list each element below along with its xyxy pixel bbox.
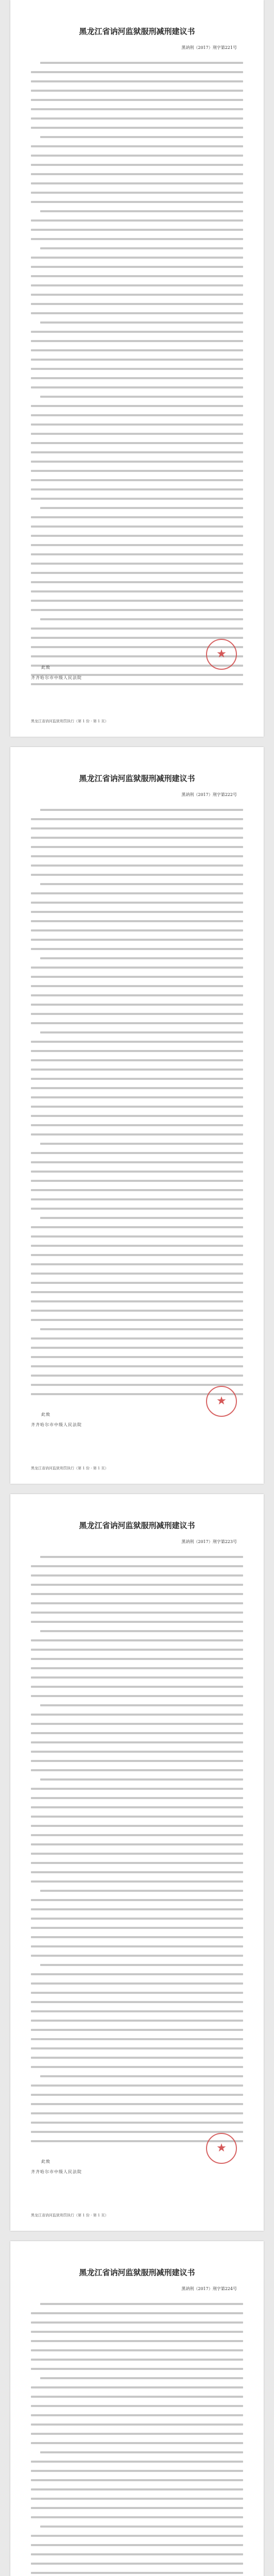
official-seal-icon: ★: [206, 639, 237, 670]
document-reference-number: 黑讷刑（2017）刑字第221号: [181, 45, 237, 50]
document-page-2: [10, 747, 264, 1484]
document-reference-number: 黑讷刑（2017）刑字第224号: [181, 2286, 237, 2291]
page-title: 黑龙江省讷河监狱服刑减刑建议书: [79, 1521, 195, 1530]
page-footer: 黑龙江省讷河监狱刑罚执行（第 1 份 · 第 1 页）: [31, 1466, 109, 1470]
page-title: 黑龙江省讷河监狱服刑减刑建议书: [79, 2268, 195, 2277]
closing-salutation: 此致: [41, 665, 50, 670]
body-text-block: [31, 809, 243, 1402]
body-text-block: [31, 62, 243, 692]
closing-salutation: 此致: [41, 1412, 50, 1417]
body-text-block: [31, 1556, 243, 2149]
recipient-court: 齐齐哈尔市中级人民法院: [31, 675, 82, 680]
document-reference-number: 黑讷刑（2017）刑字第222号: [181, 792, 237, 797]
document-reference-number: 黑讷刑（2017）刑字第223号: [181, 1539, 237, 1544]
page-title: 黑龙江省讷河监狱服刑减刑建议书: [79, 774, 195, 783]
official-seal-icon: ★: [206, 2133, 237, 2164]
official-seal-icon: ★: [206, 1386, 237, 1417]
body-text-block: [31, 2303, 243, 2576]
page-title: 黑龙江省讷河监狱服刑减刑建议书: [79, 27, 195, 36]
document-page-4: [10, 2241, 264, 2576]
page-footer: 黑龙江省讷河监狱刑罚执行（第 1 份 · 第 1 页）: [31, 2213, 109, 2217]
recipient-court: 齐齐哈尔市中级人民法院: [31, 1422, 82, 1427]
document-page-1: [10, 0, 264, 737]
document-page-3: [10, 1494, 264, 2231]
closing-salutation: 此致: [41, 2159, 50, 2164]
recipient-court: 齐齐哈尔市中级人民法院: [31, 2170, 82, 2174]
page-footer: 黑龙江省讷河监狱刑罚执行（第 1 份 · 第 1 页）: [31, 719, 109, 723]
